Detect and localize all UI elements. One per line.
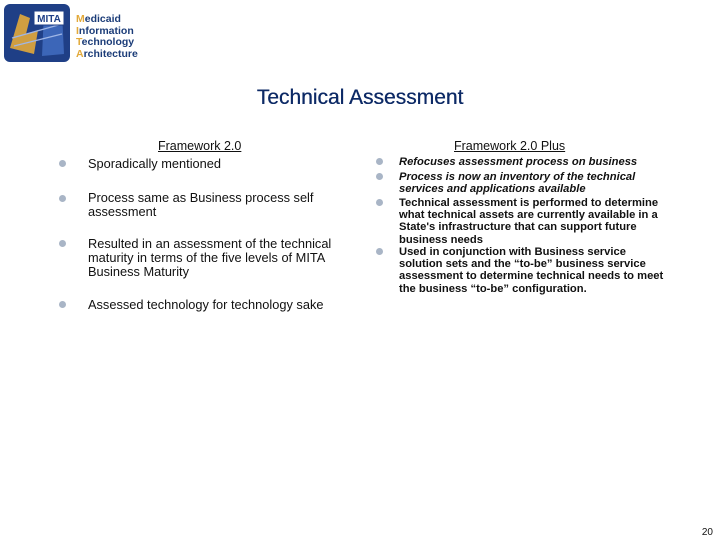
bullet-icon <box>59 160 66 167</box>
bullet-icon <box>376 199 383 206</box>
logo-line: Medicaid <box>76 13 121 25</box>
logo-line: Information <box>76 24 134 37</box>
left-list-item: Sporadically mentioned <box>88 156 222 171</box>
logo-badge: MITA <box>37 14 61 25</box>
bullet-icon <box>376 158 383 165</box>
left-list-item: Assessed technology for technology sake <box>88 297 324 312</box>
left-column-heading: Framework 2.0 <box>158 139 242 153</box>
logo-wordmark <box>76 14 138 60</box>
right-column-heading: Framework 2.0 Plus <box>454 139 566 153</box>
right-list-item: Process is now an inventory of the technical services and applications available <box>399 171 636 196</box>
left-list-item: Process same as Business process self assessment <box>88 190 314 219</box>
left-list-item: Resulted in an assessment of the technical maturity in terms of the five levels of MITA Business Maturity <box>88 236 332 279</box>
bullet-icon <box>59 195 66 202</box>
bullet-icon <box>376 248 383 255</box>
bullet-icon <box>59 240 66 247</box>
right-list-item: Technical assessment is performed to determine what technical assets are currently available in a State's infrastructure that can support future business needs <box>399 197 659 246</box>
mita-logo <box>4 4 154 62</box>
right-list-item: Refocuses assessment process on business <box>399 156 638 168</box>
bullet-icon <box>376 173 383 180</box>
logo-line: Technology <box>76 36 135 48</box>
page-title: Technical Assessment <box>256 86 464 109</box>
logo-line: Architecture <box>76 47 138 60</box>
bullet-icon <box>59 301 66 308</box>
right-list-item: Used in conjunction with Business service solution sets and the “to-be” business service assessment to determine technical needs to meet the business “to-be” configuration. <box>399 246 664 295</box>
page-number: 20 <box>701 527 713 538</box>
